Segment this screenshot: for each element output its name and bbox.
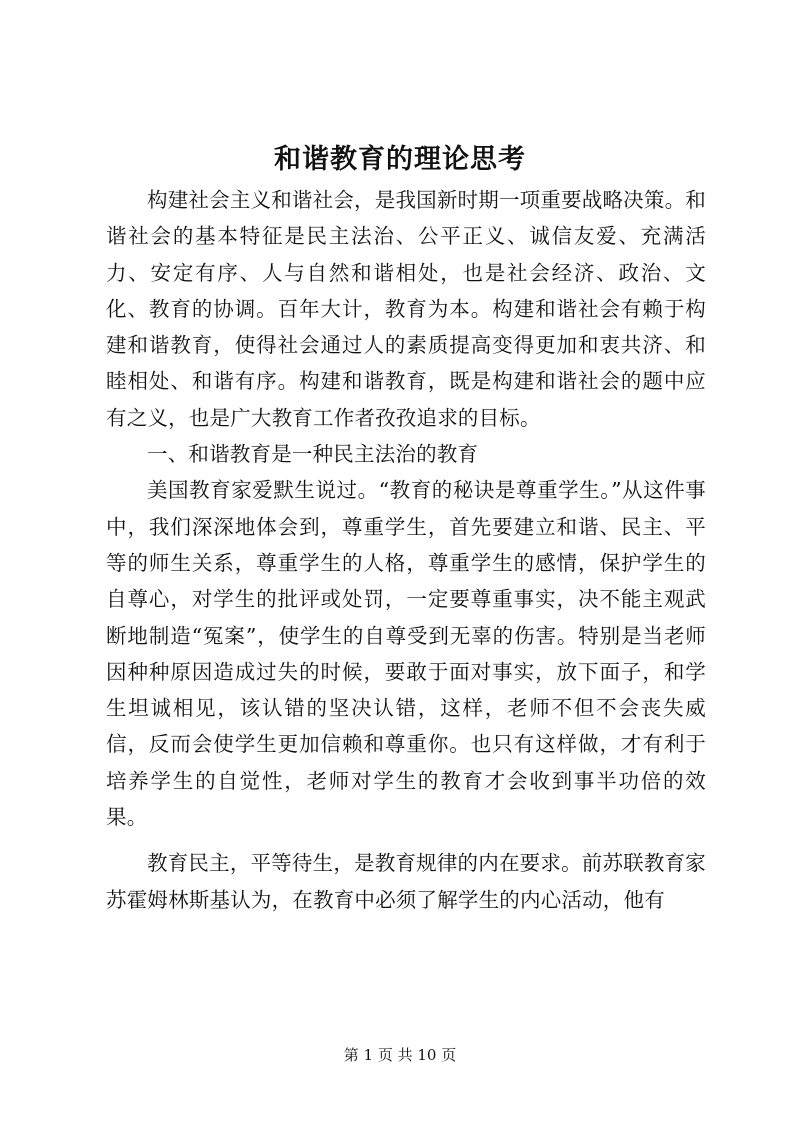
page-footer <box>0 1045 800 1065</box>
document-body <box>106 182 706 918</box>
section-heading-1: 一、和谐教育是一种民主法治的教育 <box>147 442 479 467</box>
document-title: 和谐教育的理论思考 <box>274 144 526 175</box>
paragraph-emerson: 美国教育家爱默生说过。“教育的秘诀是尊重学生。”从这件事中，我们深深地体会到，尊重学生，首先要建立和谐、民主、平等的师生关系，尊重学生的人格，尊重学生的感情，保护学生的自尊心，对学生的批评或处罚，一定要尊重事实，决不能主观武断地制造“冤案”，使学生的自尊受到无辜的伤害。特别是当老师因种种原因造成过失的时候，要敢于面对事实，放下面子，和学生坦诚相见，该认错的坚决认错，这样，老师不但不会丧失威信，反而会使学生更加信赖和尊重你。也只有这样做，才有利于培养学生的自觉性，老师对学生的教育才会收到事半功倍的效果。 <box>106 478 706 830</box>
page-number-label: 第 1 页 共 10 页 <box>343 1046 457 1064</box>
paragraph-intro: 构建社会主义和谐社会，是我国新时期一项重要战略决策。和谐社会的基本特征是民主法治、公平正义、诚信友爱、充满活力、安定有序、人与自然和谐相处，也是社会经济、政治、文化、教育的协调。百年大计，教育为本。构建和谐社会有赖于构建和谐教育，使得社会通过人的素质提高变得更加和衷共济、和睦相处、和谐有序。构建和谐教育，既是构建和谐社会的题中应有之义，也是广大教育工作者孜孜追求的目标。 <box>106 188 706 430</box>
paragraph-democracy: 教育民主，平等待生，是教育规律的内在要求。前苏联教育家苏霍姆林斯基认为，在教育中必须了解学生的内心活动，他有 <box>106 851 706 912</box>
